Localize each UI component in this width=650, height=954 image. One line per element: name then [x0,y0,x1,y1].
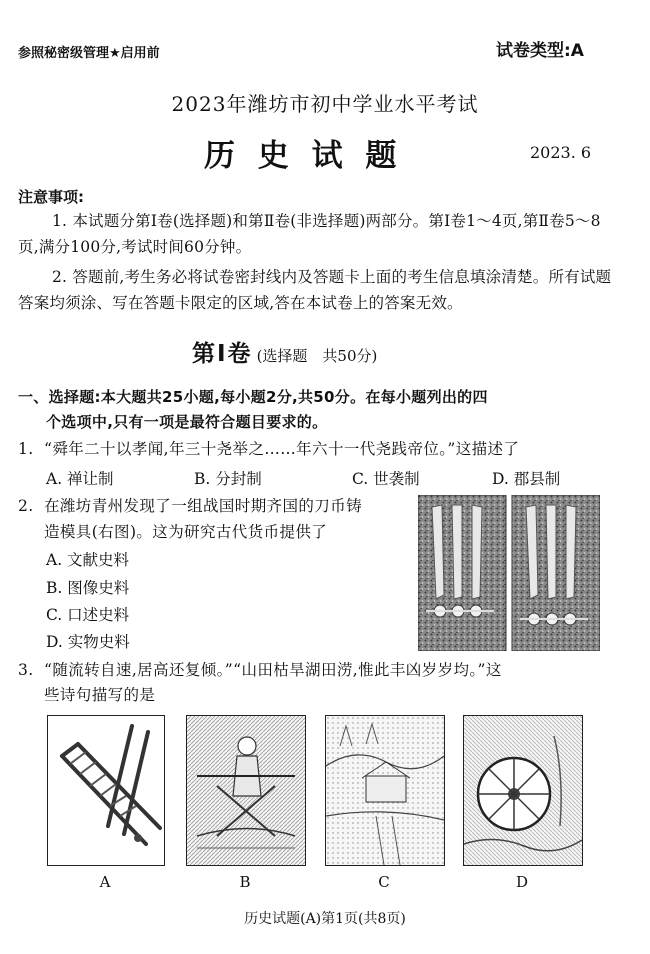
option-c-label: C [378,873,390,891]
question-3-number: 3. [18,661,34,679]
page-footer: 历史试题(A)第1页(共8页) [244,911,406,927]
option-a-image [47,715,165,866]
question-2-number: 2. [18,497,34,515]
notice-heading: 注意事项: [18,188,84,206]
part-one-instruction-line1: 一、选择题:本大题共25小题,每小题2分,共50分。在每小题列出的四 [18,388,488,406]
question-1-stem: “舜年二十以孝闻,年三十尧举之……年六十一代尧践帝位。”这描述了 [44,440,520,458]
q2-option-d: D. 实物史料 [46,633,130,651]
secret-level-label: 参照秘密级管理★启用前 [18,46,160,61]
q1-option-c: C. 世袭制 [352,470,420,488]
question-3-stem-line1: “随流转自速,居高还复倾。”“山田枯旱湖田涝,惟此丰凶岁岁均。”这 [44,661,502,679]
coin-mold-image [418,495,600,651]
exam-title: 2023年潍坊市初中学业水平考试 [171,92,479,116]
question-2-stem-line2: 造模具(右图)。这为研究古代货币提供了 [44,523,328,541]
option-a-label: A [99,873,111,891]
section-subtitle: (选择题 共50分) [256,347,378,365]
part-one-instruction-line2: 个选项中,只有一项是最符合题目要求的。 [46,413,328,431]
q2-option-a: A. 文献史料 [46,551,130,569]
subject-title: 历 史 试 题 [204,138,403,174]
notice-item-2: 2. 答题前,考生务必将试卷密封线内及答题卡上面的考生信息填涂清楚。所有试题答案均须涂、写在答题卡限定的区域,答在本试卷上的答案无效。 [18,268,612,312]
notice-item-1: 1. 本试题分第Ⅰ卷(选择题)和第Ⅱ卷(非选择题)两部分。第Ⅰ卷1～4页,第Ⅱ卷5～8页,满分100分,考试时间60分钟。 [18,212,601,256]
question-1-number: 1. [18,440,34,458]
q1-option-a: A. 禅让制 [46,470,114,488]
option-c-image [325,715,445,866]
q2-option-c: C. 口述史料 [46,606,130,624]
section-heading [192,335,377,368]
option-b-label: B [239,873,251,891]
option-d-label: D [515,873,529,891]
option-b-image [186,715,306,866]
q1-option-b: B. 分封制 [194,470,262,488]
exam-date: 2023. 6 [530,143,592,162]
option-d-image [463,715,583,866]
question-2-stem-line1: 在潍坊青州发现了一组战国时期齐国的刀币铸 [44,497,363,515]
paper-type-label: 试卷类型:A [496,41,584,61]
q1-option-d: D. 郡县制 [492,470,561,488]
question-3-stem-line2: 些诗句描写的是 [44,686,156,704]
q2-option-b: B. 图像史料 [46,579,130,597]
section-title: 第Ⅰ卷 [192,341,253,367]
